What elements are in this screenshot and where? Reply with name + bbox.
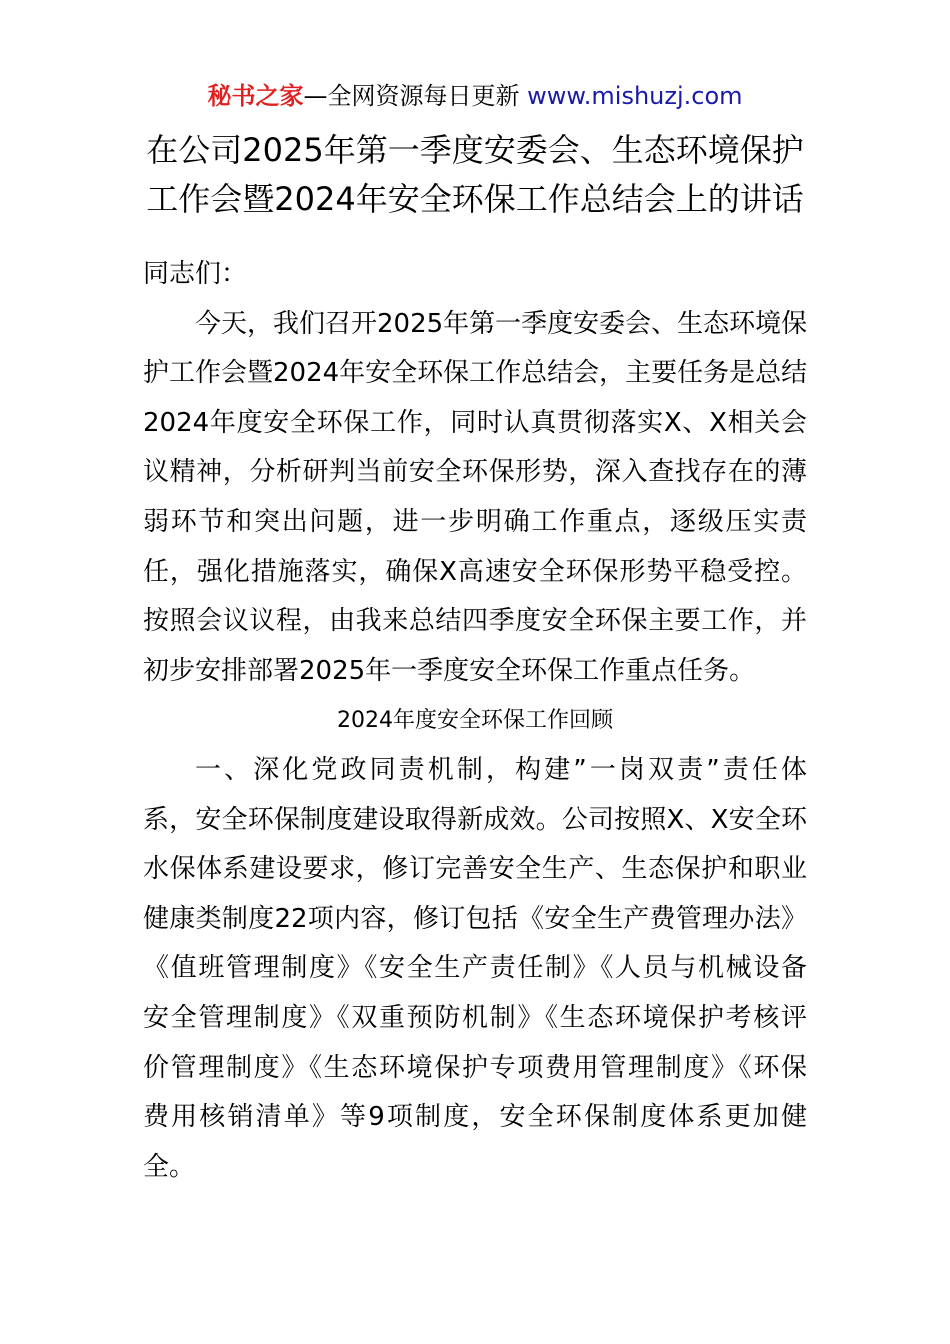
site-header bbox=[0, 80, 950, 112]
paragraph-line: 价管理制度》《生态环境保护专项费用管理制度》《环保 bbox=[143, 1052, 807, 1083]
paragraph-line: 今天，我们召开2025年第一季度安委会、生态环境保 bbox=[195, 308, 808, 339]
paragraph-line: 议精神，分析研判当前安全环保形势，深入查找存在的薄 bbox=[143, 457, 807, 488]
paragraph-line: 2024年度安全环保工作，同时认真贯彻落实X、X相关会 bbox=[143, 407, 807, 438]
site-url-link[interactable]: www.mishuzj.com bbox=[527, 82, 743, 110]
paragraph-line: 系，安全环保制度建设取得新成效。公司按照X、X安全环 bbox=[143, 804, 807, 835]
paragraph-line: 水保体系建设要求，修订完善安全生产、生态保护和职业 bbox=[143, 854, 807, 885]
paragraph-line: 费用核销清单》等9项制度，安全环保制度体系更加健 bbox=[143, 1102, 807, 1133]
paragraph-line: 护工作会暨2024年安全环保工作总结会，主要任务是总结 bbox=[143, 358, 808, 389]
salutation: 同志们： bbox=[143, 259, 248, 289]
paragraph-line: 弱环节和突出问题，进一步明确工作重点，逐级压实责 bbox=[143, 506, 807, 537]
site-brand: 秘书之家 bbox=[207, 82, 304, 110]
document-body bbox=[143, 250, 807, 1192]
title-line: 在公司2025年第一季度安委会、生态环境保护 bbox=[146, 131, 804, 169]
paragraph-line: 全。 bbox=[143, 1151, 196, 1182]
title-line: 工作会暨2024年安全环保工作总结会上的讲话 bbox=[146, 180, 804, 218]
paragraph-line: 任，强化措施落实，确保X高速安全环保形势平稳受控。 bbox=[143, 556, 807, 587]
paragraph-line: 一、深化党政同责机制，构建”一岗双责”责任体 bbox=[195, 754, 807, 785]
section-heading: 2024年度安全环保工作回顾 bbox=[337, 708, 613, 734]
site-tagline: —全网资源每日更新 bbox=[303, 82, 528, 110]
paragraph-line: 健康类制度22项内容，修订包括《安全生产费管理办法》 bbox=[143, 903, 807, 934]
paragraph-line: 《值班管理制度》《安全生产责任制》《人员与机械设备 bbox=[143, 953, 807, 984]
paragraph-line: 按照会议议程，由我来总结四季度安全环保主要工作，并 bbox=[143, 606, 807, 637]
paragraph-line: 安全管理制度》《双重预防机制》《生态环境保护考核评 bbox=[143, 1002, 807, 1033]
document-title bbox=[0, 126, 950, 224]
paragraph-line: 初步安排部署2025年一季度安全环保工作重点任务。 bbox=[143, 655, 756, 686]
